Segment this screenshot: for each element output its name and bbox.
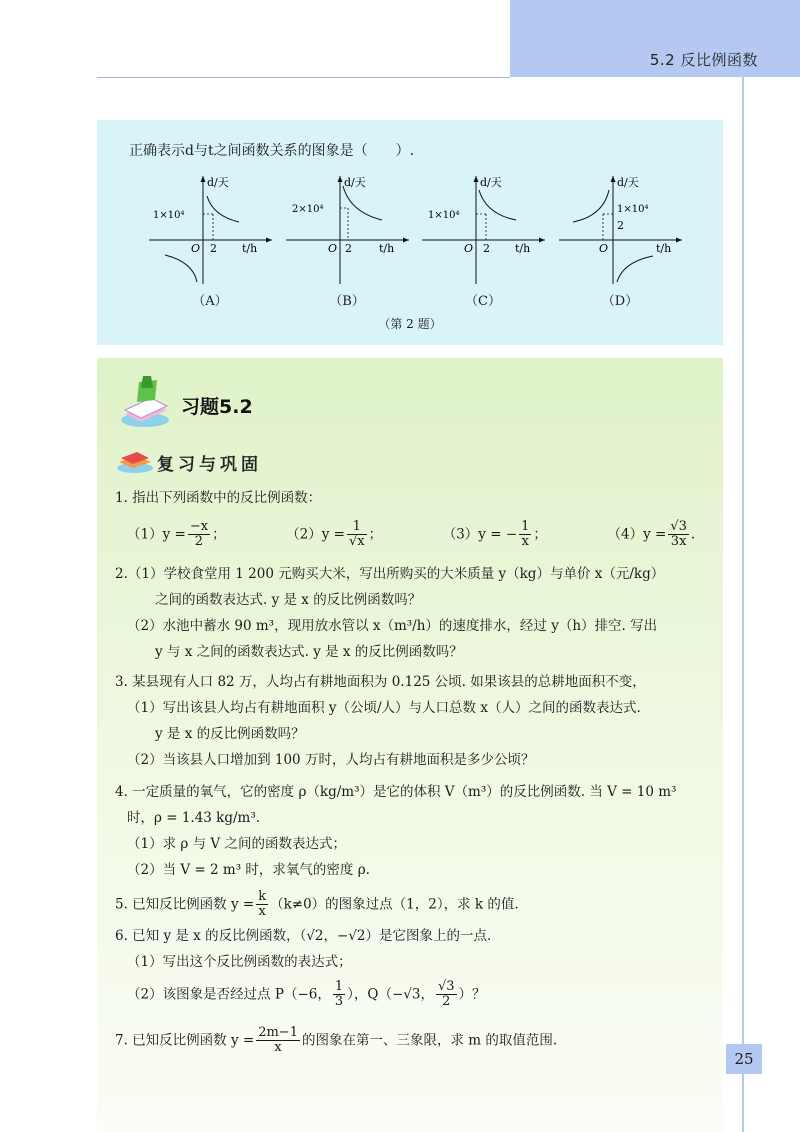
q1-p4-post: .	[690, 526, 696, 543]
graph-d-xlabel: t/h	[656, 242, 672, 255]
q6-b-post: ）？	[458, 986, 486, 1003]
books-icon	[115, 448, 155, 474]
q5-pre: 5. 已知反比例函数 y =	[115, 896, 255, 913]
q2-b1: （2）水池中蓄水 90 m³，现用放水管以 x（m³/h）的速度排水，经过 y（h）排空. 写出	[127, 618, 658, 634]
graph-c-label: （C）	[465, 294, 501, 309]
q1-p3-frac	[519, 520, 531, 550]
graph-c-xlabel: t/h	[515, 242, 531, 255]
graph-c-ylabel: d/天	[480, 176, 502, 189]
graph-a-ytick: 1×10⁴	[153, 210, 185, 221]
q3-b: （2）当该县人口增加到 100 万时，人均占有耕地面积是多少公顷？	[127, 752, 535, 768]
q1-p1-post: ；	[212, 526, 226, 543]
q5-frac	[256, 890, 268, 920]
q3-a1: （1）写出该县人均占有耕地面积 y（公顷/人）与人口总数 x（人）之间的函数表达式.	[127, 700, 641, 716]
q4-stem2: 时，ρ = 1.43 kg/m³.	[127, 810, 261, 826]
q6-b-num2: √3	[437, 979, 455, 994]
q4-stem1: 4. 一定质量的氧气，它的密度 ρ（kg/m³）是它的体积 V（m³）的反比例函数. 当 V = 10 m³	[115, 784, 677, 800]
page-number: 25	[726, 1044, 762, 1074]
q1-p2-post: ；	[368, 526, 383, 543]
q6-a: （1）写出这个反比例函数的表达式；	[127, 954, 352, 970]
graph-b-xlabel: t/h	[379, 242, 395, 255]
q6-b-pre: （2）该图象是否经过点 P（−6，	[127, 986, 331, 1003]
q1-p1-den: 2	[194, 534, 204, 550]
q2-b2: y 与 x 之间的函数表达式. y 是 x 的反比例函数吗？	[155, 644, 463, 660]
q5-den: x	[258, 904, 266, 920]
q7-frac	[256, 1026, 300, 1056]
q1-p2-num: 1	[347, 520, 367, 535]
q1-p4-den: 3x	[670, 534, 687, 550]
graph-d-ytick: 1×10⁴	[617, 204, 649, 215]
q5-line	[115, 890, 519, 920]
graph-c-xtick: 2	[483, 242, 490, 255]
q1-parts	[127, 520, 695, 550]
graph-d-xtick: 2	[617, 219, 624, 232]
graph-d	[557, 172, 687, 287]
q1-p3-pre: （3）y = −	[442, 526, 518, 543]
exercise-box	[97, 358, 723, 1132]
q4-a: （1）求 ρ 与 V 之间的函数表达式；	[127, 836, 346, 852]
question-box	[97, 120, 723, 345]
q4-b: （2）当 V = 2 m³ 时，求氧气的密度 ρ.	[127, 862, 370, 878]
q1-p4-frac	[668, 520, 689, 550]
q1-p1-num: −x	[189, 519, 209, 534]
q6-b-frac2	[436, 980, 457, 1010]
header-tab	[510, 0, 800, 77]
graph-b	[284, 172, 414, 287]
q6-b-den1: 3	[334, 994, 344, 1010]
q7-den: x	[274, 1040, 282, 1056]
graph-a-ylabel: d/天	[207, 176, 229, 189]
graph-b-ytick: 2×10⁴	[292, 204, 324, 215]
q6-b-mid: ），Q（−√3，	[347, 986, 434, 1003]
graph-d-origin: O	[599, 242, 609, 255]
q3-stem: 3. 某县现有人口 82 万，人均占有耕地面积为 0.125 公顷. 如果该县的总耕地面积不变，	[115, 674, 646, 690]
graph-d-ylabel: d/天	[617, 176, 639, 189]
header-rule	[97, 77, 510, 78]
q1-p1-pre: （1）y =	[127, 526, 186, 543]
graph-c-origin: O	[464, 242, 474, 255]
graph-a-origin: O	[191, 242, 201, 255]
q7-num: 2m−1	[258, 1025, 298, 1040]
exercise-subtitle: 复习与巩固	[157, 455, 262, 475]
q1-p3-post: ；	[533, 526, 547, 543]
q2-a2: 之间的函数表达式. y 是 x 的反比例函数吗？	[155, 592, 422, 608]
exercise-title: 习题5.2	[181, 396, 253, 418]
q5-num: k	[258, 889, 267, 904]
q6-b	[127, 980, 486, 1010]
graph-a-label: （A）	[192, 294, 228, 309]
q1-p4-num: √3	[670, 519, 687, 534]
q1-p1-frac	[188, 520, 210, 550]
q6-b-frac1	[333, 980, 345, 1010]
graph-d-label: （D）	[601, 294, 639, 309]
section-title: 5.2 反比例函数	[649, 51, 758, 69]
graph-c-ytick: 1×10⁴	[428, 210, 460, 221]
graph-a-xlabel: t/h	[242, 242, 258, 255]
q1-p4-pre: （4）y =	[607, 526, 667, 543]
q5-post: （k≠0）的图象过点（1，2），求 k 的值.	[270, 896, 519, 913]
q7-pre: 7. 已知反比例函数 y =	[115, 1032, 255, 1049]
q3-a2: y 是 x 的反比例函数吗？	[155, 726, 305, 742]
q1-p3-den: x	[521, 534, 529, 550]
q1-p2-frac	[347, 520, 367, 550]
graph-a-xtick: 2	[210, 242, 217, 255]
q2-a1: 2.（1）学校食堂用 1 200 元购买大米，写出所购买的大米质量 y（kg）与单价 x（元/kg）	[115, 566, 665, 582]
graph-a	[147, 172, 277, 287]
graph-b-label: （B）	[329, 294, 365, 309]
question-text: 正确表示d与t之间函数关系的图象是（ ）.	[129, 143, 415, 159]
q6-stem: 6. 已知 y 是 x 的反比例函数，（√2，−√2）是它图象上的一点.	[115, 928, 492, 944]
q1-p2-pre: （2）y =	[286, 526, 345, 543]
graph-c	[420, 172, 550, 287]
graph-b-origin: O	[328, 242, 338, 255]
margin-line	[742, 77, 744, 1132]
q6-b-den2: 2	[442, 994, 451, 1010]
q1-stem: 1. 指出下列函数中的反比例函数：	[115, 490, 322, 506]
book-pencil-icon	[117, 374, 173, 430]
q1-p2-den: √x	[348, 534, 365, 550]
q7-line	[115, 1026, 557, 1056]
q1-p3-num: 1	[521, 519, 530, 534]
q7-post: 的图象在第一、三象限，求 m 的取值范围.	[301, 1032, 558, 1049]
figure-caption: （第 2 题）	[378, 317, 442, 331]
graph-b-xtick: 2	[345, 242, 352, 255]
graph-b-ylabel: d/天	[344, 176, 366, 189]
q6-b-num1: 1	[334, 979, 344, 994]
